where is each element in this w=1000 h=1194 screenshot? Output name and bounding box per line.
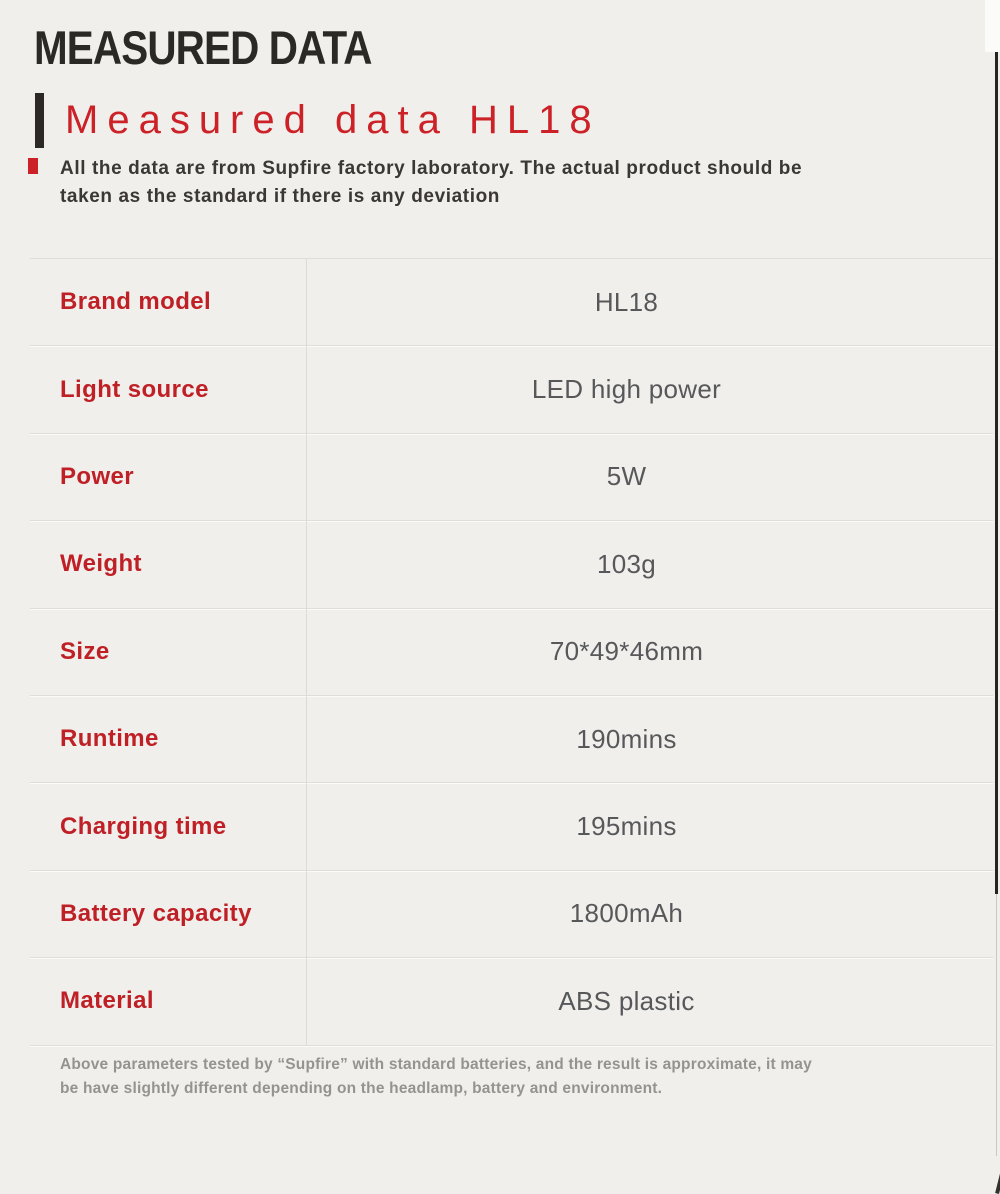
spec-label: Runtime xyxy=(60,725,159,753)
spec-value: HL18 xyxy=(594,286,659,317)
spec-value-cell xyxy=(307,609,993,695)
page-title: MEASURED DATA xyxy=(34,21,372,74)
spec-label: Brand model xyxy=(60,288,212,316)
spec-label: Light source xyxy=(60,375,209,403)
spec-value-cell xyxy=(307,346,993,432)
spec-value-cell xyxy=(307,958,993,1044)
spec-label-cell xyxy=(30,259,307,345)
table-row xyxy=(30,958,993,1045)
scan-corner-mark xyxy=(995,1164,1000,1194)
spec-value: 103g xyxy=(596,548,657,579)
spec-value: 195mins xyxy=(576,811,677,842)
table-row xyxy=(30,434,993,521)
spec-label: Material xyxy=(60,987,154,1015)
disclaimer-text xyxy=(60,155,802,211)
spec-value-cell xyxy=(307,696,993,782)
footer-line-1: Above parameters tested by “Supfire” with standard batteries, and the result is approximate, it may xyxy=(60,1056,812,1073)
spec-label-cell xyxy=(30,696,307,782)
red-square-bullet-icon xyxy=(28,158,38,174)
spec-label: Size xyxy=(60,637,110,665)
spec-value: 1800mAh xyxy=(569,898,684,929)
scan-edge-highlight xyxy=(985,0,1000,52)
spec-label: Charging time xyxy=(60,812,227,840)
disclaimer-line-1: All the data are from Supfire factory laboratory. The actual product should be xyxy=(60,158,803,179)
table-row xyxy=(30,696,993,783)
spec-value: 5W xyxy=(606,461,647,492)
section-subtitle: Measured data HL18 xyxy=(65,98,601,142)
spec-label-cell xyxy=(30,609,307,695)
spec-label: Power xyxy=(60,462,135,490)
spec-value-cell xyxy=(307,783,993,869)
table-row xyxy=(30,521,993,608)
spec-label-cell xyxy=(30,871,307,957)
spec-value-cell xyxy=(307,259,993,345)
spec-label-cell xyxy=(30,434,307,520)
spec-value-cell xyxy=(307,871,993,957)
footer-line-2: be have slightly different depending on the headlamp, battery and environment. xyxy=(60,1080,663,1097)
scan-edge-line-faint xyxy=(996,894,997,1156)
scan-edge-line xyxy=(995,52,998,894)
spec-label: Weight xyxy=(60,550,142,578)
spec-value: ABS plastic xyxy=(558,985,695,1016)
spec-table xyxy=(30,258,993,1046)
spec-label-cell xyxy=(30,521,307,607)
spec-value: LED high power xyxy=(531,374,722,405)
spec-value-cell xyxy=(307,434,993,520)
spec-label: Battery capacity xyxy=(60,899,252,927)
disclaimer-line-2: taken as the standard if there is any deviation xyxy=(60,186,500,207)
spec-label-cell xyxy=(30,346,307,432)
table-row xyxy=(30,346,993,433)
footer-disclaimer xyxy=(60,1053,950,1101)
spec-label-cell xyxy=(30,958,307,1044)
disclaimer-note xyxy=(28,155,960,211)
spec-label-cell xyxy=(30,783,307,869)
section-subheader xyxy=(35,93,601,148)
spec-value: 190mins xyxy=(576,723,677,754)
table-row xyxy=(30,871,993,958)
spec-value-cell xyxy=(307,521,993,607)
table-row xyxy=(30,783,993,870)
table-row xyxy=(30,259,993,346)
accent-bar xyxy=(35,93,44,148)
table-row xyxy=(30,609,993,696)
spec-value: 70*49*46mm xyxy=(549,636,704,667)
